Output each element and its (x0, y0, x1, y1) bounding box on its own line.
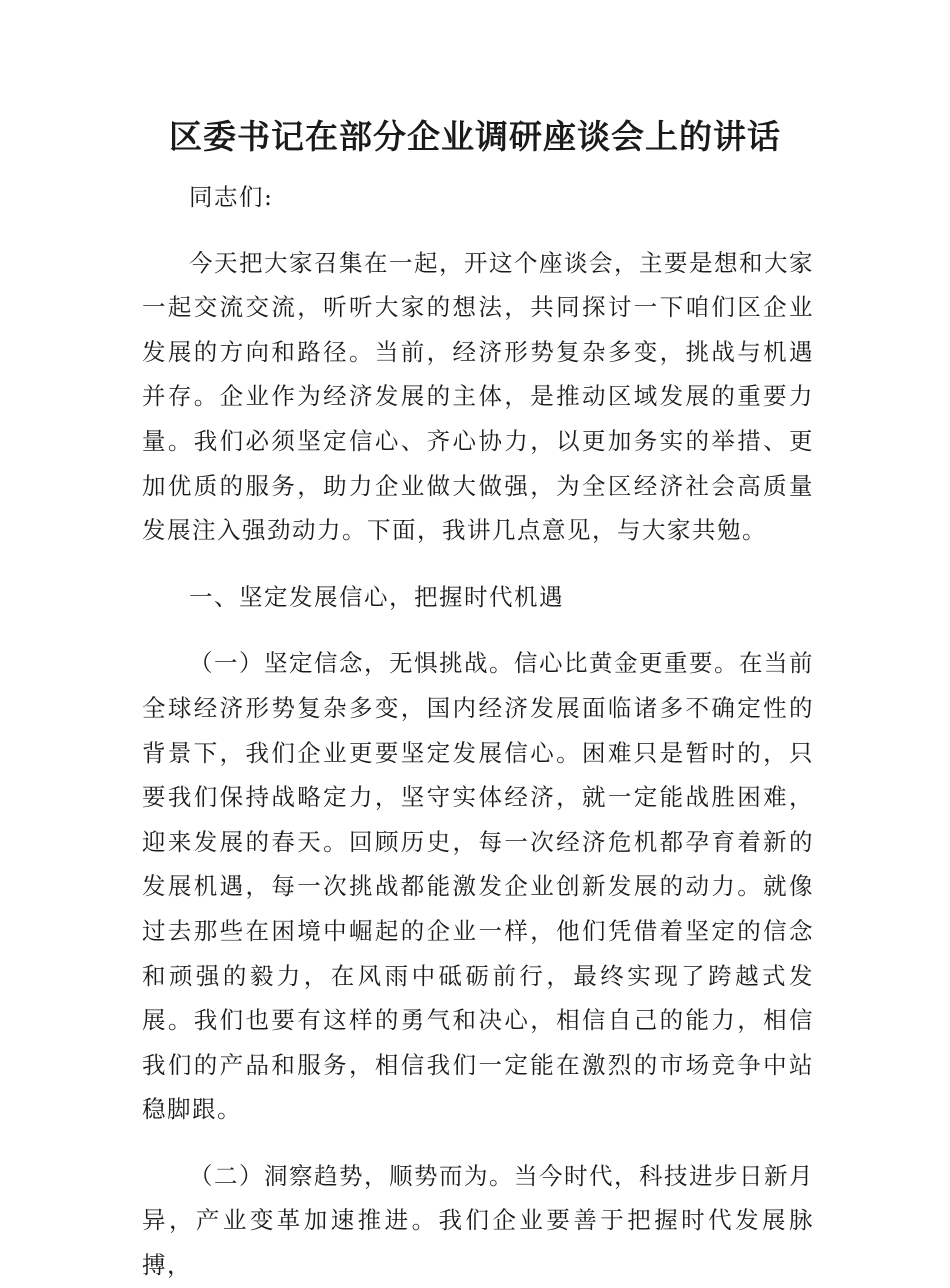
document-body (142, 175, 814, 1288)
paragraph-section-1-1: （一）坚定信念，无惧挑战。信心比黄金更重要。在当前全球经济形势复杂多变，国内经济发展面临诸多不确定性的背景下，我们企业更要坚定发展信心。困难只是暂时的，只要我们保持战略定力，坚守实体经济，就一定能战胜困难，迎来发展的春天。回顾历史，每一次经济危机都孕育着新的发展机遇，每一次挑战都能激发企业创新发展的动力。就像过去那些在困境中崛起的企业一样，他们凭借着坚定的信念和顽强的毅力，在风雨中砥砺前行，最终实现了跨越式发展。我们也要有这样的勇气和决心，相信自己的能力，相信我们的产品和服务，相信我们一定能在激烈的市场竞争中站稳脚跟。 (142, 649, 814, 1124)
paragraph-section-1-2: （二）洞察趋势，顺势而为。当今时代，科技进步日新月异，产业变革加速推进。我们企业要善于把握时代发展脉搏， (142, 1161, 814, 1280)
section-heading-1: 一、坚定发展信心，把握时代机遇 (189, 582, 564, 611)
salutation: 同志们: (189, 183, 274, 211)
paragraph-intro: 今天把大家召集在一起，开这个座谈会，主要是想和大家一起交流交流，听听大家的想法，共同探讨一下咱们区企业发展的方向和路径。当前，经济形势复杂多变，挑战与机遇并存。企业作为经济发展的主体，是推动区域发展的重要力量。我们必须坚定信心、齐心协力，以更加务实的举措、更加优质的服务，助力企业做大做强，为全区经济社会高质量发展注入强劲动力。下面，我讲几点意见，与大家共勉。 (142, 248, 814, 545)
document-title: 区委书记在部分企业调研座谈会上的讲话 (169, 117, 781, 156)
